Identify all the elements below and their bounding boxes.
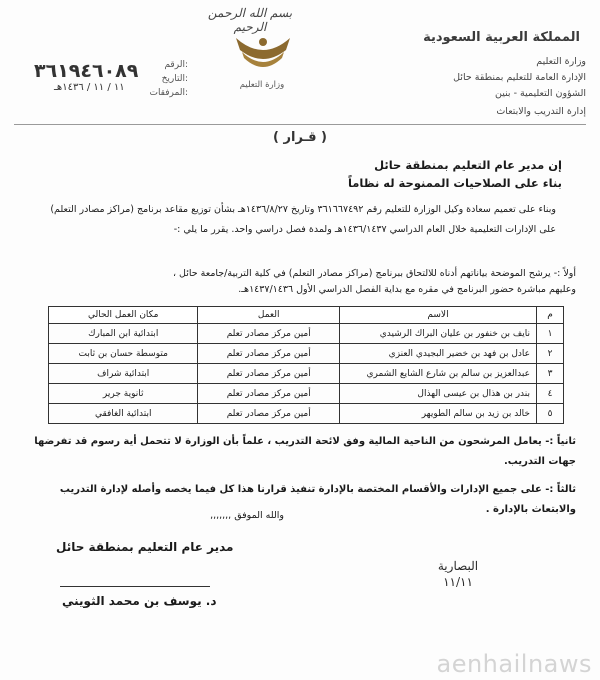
- row-place: ابتدائية الغافقي: [49, 404, 198, 424]
- row-name: نايف بن خنفور بن عليان البراك الرشيدي: [340, 324, 537, 344]
- row-name: عبدالعزيز بن سالم بن شارع الشايع الشمري: [340, 364, 537, 384]
- row-num: ٤: [537, 384, 564, 404]
- preamble-paragraph: وبناء على تعميم سعادة وكيل الوزارة للتعليم رقم ٣٦١٦٦٧٤٩٢ وتاريخ ١٤٣٦/٨/٢٧هـ بشأن توزيع مقاعد برنامج (مراكز مصادر التعلم) على الإدارات التعليمية خلال العام الدراسي ١٤٣٦/١٤٣٧هـ ولمدة فصل دراسي واحد. يقرر ما يلي :-: [50, 204, 556, 235]
- department-name: إدارة التدريب والابتعاث: [496, 106, 586, 117]
- kingdom-name: المملكة العربية السعودية: [423, 30, 580, 45]
- header-num: م: [537, 307, 564, 324]
- row-name: عادل بن فهد بن خضير البجيدي العنزي: [340, 344, 537, 364]
- row-place: ثانوية جرير: [49, 384, 198, 404]
- row-job: أمين مركز مصادر تعلم: [198, 344, 340, 364]
- clause-first-line-2: وعليهم مباشرة حضور البرنامج في مقره مع بداية الفصل الدراسي الأول ١٤٣٧/١٤٣٦هـ.: [238, 284, 576, 295]
- row-place: ابتدائية شراف: [49, 364, 198, 384]
- affairs-name: الشؤون التعليمية - بنين: [494, 88, 586, 99]
- row-place: ابتدائية ابن المبارك: [49, 324, 198, 344]
- row-job: أمين مركز مصادر تعلم: [198, 384, 340, 404]
- signatory-title: مدير عام التعليم بمنطقة حائل: [56, 540, 234, 554]
- row-num: ٣: [537, 364, 564, 384]
- table-row: [49, 384, 564, 404]
- clause-third: ثالثاً :- على جميع الإدارات والأقسام المختصة بالإدارة تنفيذ قرارنا هذا كل فيما يخصه وأصله لإدارة التدريب والابتعاث بالإدارة .: [59, 484, 576, 515]
- table-row: [49, 364, 564, 384]
- signature-line: [60, 586, 210, 587]
- nominees-table: [48, 306, 564, 424]
- signatory-name: د. يوسف بن محمد الثويني: [62, 594, 217, 608]
- intro-line-2: بناء على الصلاحيات الممنوحة له نظاماً: [347, 176, 562, 190]
- row-job: أمين مركز مصادر تعلم: [198, 324, 340, 344]
- table-row: [49, 344, 564, 364]
- table-row: [49, 324, 564, 344]
- date-label: التاريخ:: [161, 74, 188, 84]
- row-job: أمين مركز مصادر تعلم: [198, 364, 340, 384]
- reference-number: ٣٦١٩٤٦٠٨٩: [34, 60, 139, 82]
- directorate-name: الإدارة العامة للتعليم بمنطقة حائل: [453, 72, 586, 83]
- decision-title: ( قـرار ): [273, 130, 327, 145]
- basmala: بسم الله الرحمن الرحيم: [207, 6, 293, 34]
- row-num: ٥: [537, 404, 564, 424]
- header-name: الاسم: [340, 307, 537, 324]
- table-header-row: [49, 307, 564, 324]
- row-name: بندر بن هذال بن عيسى الهذال: [340, 384, 537, 404]
- number-label: الرقم:: [164, 60, 188, 70]
- row-num: ٢: [537, 344, 564, 364]
- row-job: أمين مركز مصادر تعلم: [198, 404, 340, 424]
- header-place: مكان العمل الحالي: [49, 307, 198, 324]
- handwritten-initials: البصارية ١١/١١: [437, 559, 479, 589]
- clause-first-line-1: أولاً :- يرشح الموضحة بياناتهم أدناه للالتحاق ببرنامج (مراكز مصادر التعلم) في كلية التربية/جامعة حائل ،: [172, 268, 576, 279]
- header-divider: [14, 124, 586, 125]
- reference-date: ١١ / ١١ / ١٤٣٦هـ: [54, 82, 125, 93]
- clause-second: ثانياً :- يعامل المرشحون من الناحية المالية وفق لائحة التدريب ، علماً بأن الوزارة لا تتحمل أية رسوم قد تفرضها جهات التدريب.: [34, 436, 576, 467]
- header-job: العمل: [198, 307, 340, 324]
- watermark: aenhailnaws: [436, 650, 592, 678]
- closing-greeting: والله الموفق ,,,,,,,: [210, 510, 284, 521]
- row-num: ١: [537, 324, 564, 344]
- row-place: متوسطة حسان بن ثابت: [49, 344, 198, 364]
- attachments-label: المرفقات:: [149, 88, 188, 98]
- intro-line-1: إن مدير عام التعليم بمنطقة حائل: [374, 158, 562, 172]
- table-row: [49, 404, 564, 424]
- row-name: خالد بن زيد بن سالم الطويهر: [340, 404, 537, 424]
- emblem-caption: وزارة التعليم: [239, 80, 285, 90]
- ministry-name: وزارة التعليم: [536, 56, 586, 67]
- ministry-emblem-icon: [228, 28, 298, 76]
